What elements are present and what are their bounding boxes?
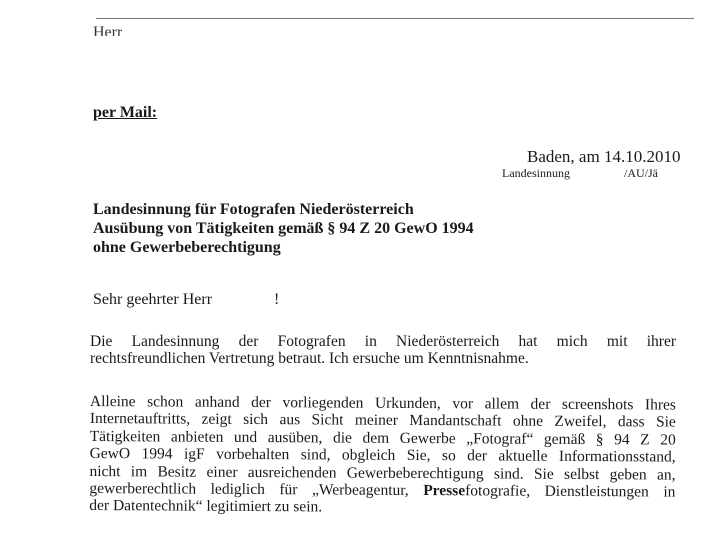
greeting xyxy=(93,291,279,309)
top-rule xyxy=(96,18,694,19)
paragraph-2 xyxy=(89,393,676,518)
subject-line: Ausübung von Tätigkeiten gemäß § 94 Z 20 GewO 1994 xyxy=(93,220,474,237)
paragraph-1 xyxy=(90,333,676,368)
paragraph-line: nicht im Besitz einer ausreichenden Gewerbeberechtigung sind. Sie selbst geben an, xyxy=(89,462,676,484)
reference-line xyxy=(502,166,658,181)
recipient-salutation: Herr xyxy=(93,24,123,36)
paragraph-line: GewO 1994 igF vorbehalten sind, obgleich Sie, so der aktuelle Informationsstand, xyxy=(89,445,676,466)
paragraph-line: Alleine schon anhand der vorliegenden Urkunden, vor allem der screenshots Ihres xyxy=(89,393,676,414)
paragraph-line: Internetauftritts, zeigt sich aus Sicht meiner Mandantschaft ohne Zweifel, dass Sie xyxy=(89,410,676,431)
line-text: fotografie, Dienstleistungen in xyxy=(465,482,676,501)
reference-prefix: Landesinnung xyxy=(502,166,570,180)
subject-block xyxy=(93,200,474,257)
greeting-suffix: ! xyxy=(274,291,280,308)
place-date: Baden, am 14.10.2010 xyxy=(527,147,681,166)
paragraph-line: Die Landesinnung der Fotografen in Niederösterreich hat mich mit ihrer xyxy=(90,333,676,350)
subject-line: Landesinnung für Fotografen Niederösterreich xyxy=(93,201,414,218)
line-text: gewerberechtlich lediglich für „Werbeagentur, xyxy=(89,480,424,500)
subject-line: ohne Gewerbeberechtigung xyxy=(93,239,281,256)
paragraph-line: der Datentechnik“ legitimiert zu sein. xyxy=(89,497,323,516)
paragraph-line: Tätigkeiten anbieten und ausüben, die dem Gewerbe „Fotograf“ gemäß § 94 Z 20 xyxy=(89,427,676,449)
bold-word: Presse xyxy=(423,482,466,500)
paragraph-line: rechtsfreundlichen Vertretung betraut. Ich ersuche um Kenntnisnahme. xyxy=(90,350,529,368)
delivery-label: per Mail: xyxy=(93,104,158,121)
greeting-prefix: Sehr geehrter Herr xyxy=(93,291,213,308)
reference-suffix: /AU/Jä xyxy=(624,166,658,180)
